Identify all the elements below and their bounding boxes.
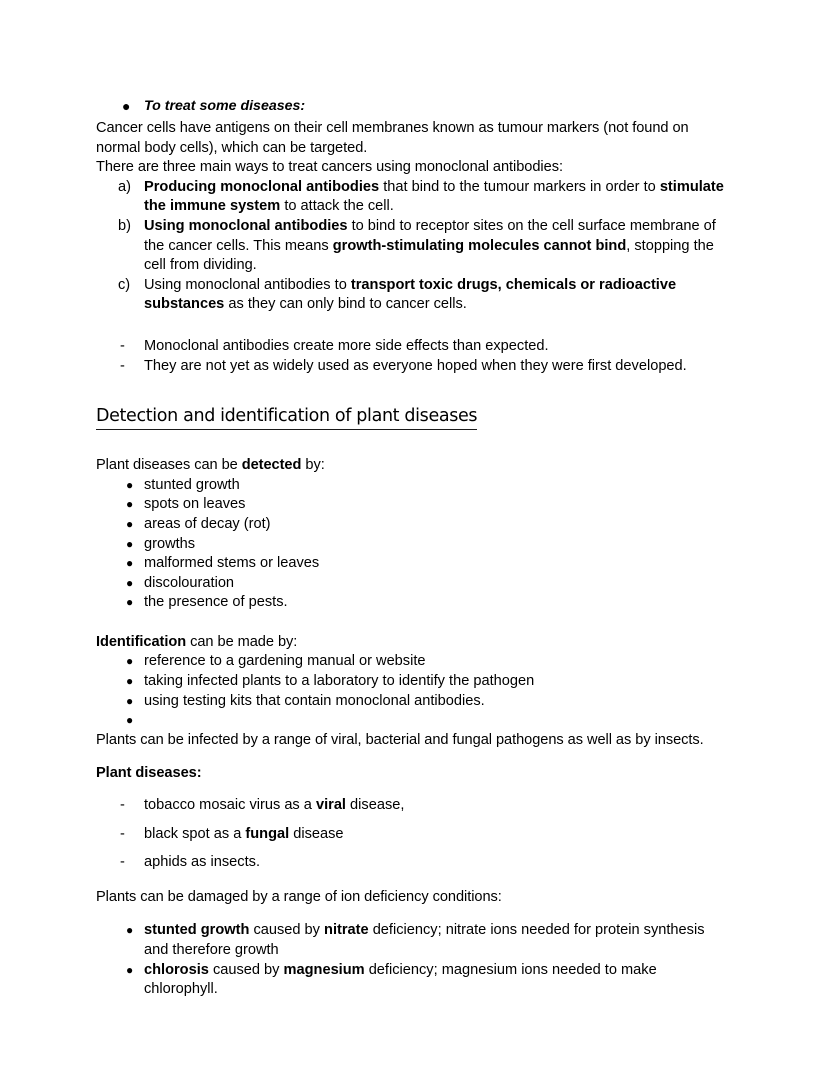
infected-paragraph: Plants can be infected by a range of viral, bacterial and fungal pathogens as well as by insects. — [96, 731, 704, 748]
ion-deficiency-intro: Plants can be damaged by a range of ion deficiency conditions: — [96, 888, 502, 905]
identification-rest: can be made by: — [186, 633, 298, 650]
disease-type-bold: viral — [315, 797, 346, 814]
drawback-text: Monoclonal antibodies create more side effects than expected. — [144, 337, 549, 354]
treatment-methods-list — [96, 178, 732, 315]
bullet-dot-icon: ● — [126, 575, 134, 590]
treatment-bold-1: Producing monoclonal antibodies — [144, 178, 380, 195]
identification-method-label: reference to a gardening manual or website — [144, 653, 426, 670]
deficiency-mid: caused by — [249, 922, 325, 939]
ion-deficiency-list — [96, 921, 732, 999]
list-item — [96, 853, 732, 873]
drawback-text: They are not yet as widely used as everyone hoped when they were first developed. — [144, 357, 687, 374]
section-heading-wrapper — [96, 404, 732, 430]
treatment-text-1: Using monoclonal antibodies to — [144, 276, 351, 293]
bullet-dot-icon: ● — [126, 962, 134, 977]
cancer-intro-paragraph: Cancer cells have antigens on their cell membranes known as tumour markers (not found on normal body cells), which can be targeted. — [96, 120, 689, 156]
bullet-dot-icon: ● — [126, 536, 134, 551]
treatment-text-1: to bind to receptor sites on the cell surface membrane of the cancer cells. This means — [144, 217, 716, 254]
deficiency-symptom-bold: chlorosis — [144, 961, 209, 978]
treatment-bold-1: Using monoclonal antibodies — [144, 217, 348, 234]
detection-sign-label: growths — [144, 535, 196, 552]
plant-diseases-subheading — [96, 764, 732, 784]
deficiency-ion-bold: magnesium — [283, 961, 365, 978]
list-item — [96, 574, 732, 594]
bullet-dot-icon: ● — [126, 713, 134, 728]
lead-bullet-label: To treat some diseases: — [144, 98, 306, 114]
treatment-text-2: , stopping the cell from dividing. — [144, 237, 714, 274]
disease-text-part1: tobacco mosaic virus as a — [144, 797, 316, 814]
list-item — [96, 593, 732, 613]
monoclonal-drawbacks-list — [96, 337, 732, 376]
document-content — [96, 97, 732, 1000]
plant-diseases-subheading-label: Plant diseases: — [96, 765, 202, 782]
deficiency-rest: deficiency; magnesium ions needed to make chlorophyll. — [144, 961, 657, 998]
bullet-dot-icon: ● — [126, 556, 134, 571]
disease-text-part2: disease, — [346, 797, 405, 814]
list-marker: c) — [118, 276, 131, 293]
treatment-text-2: as they can only bind to cancer cells. — [224, 296, 467, 313]
list-item — [96, 825, 732, 845]
dash-marker: - — [120, 797, 125, 814]
detected-intro-part2: by: — [301, 457, 325, 474]
detection-sign-label: the presence of pests. — [144, 594, 288, 611]
dash-marker: - — [120, 357, 125, 374]
list-item — [96, 692, 732, 712]
identification-bold: Identification — [96, 633, 187, 650]
list-item — [96, 796, 732, 816]
disease-type-bold: fungal — [245, 825, 290, 842]
disease-text-part2: disease — [289, 825, 344, 842]
deficiency-ion-bold: nitrate — [324, 922, 369, 939]
list-marker: b) — [118, 217, 131, 234]
detection-sign-label: stunted growth — [144, 476, 240, 493]
list-item — [96, 476, 732, 496]
list-item — [96, 337, 732, 357]
disease-text-part1: black spot as a — [144, 825, 246, 842]
bullet-dot-icon: ● — [126, 497, 134, 512]
list-marker: a) — [118, 178, 131, 195]
list-item — [96, 672, 732, 692]
bullet-dot-icon: ● — [126, 595, 134, 610]
disease-text-part1: aphids as insects. — [144, 854, 261, 871]
treatment-text-2: to attack the cell. — [280, 198, 394, 215]
list-item — [96, 495, 732, 515]
plant-diseases-list — [96, 796, 732, 873]
identification-method-label: taking infected plants to a laboratory to identify the pathogen — [144, 673, 535, 690]
identification-methods-list — [96, 652, 732, 730]
page-title: Detection and identification of plant diseases — [96, 404, 477, 430]
treatment-text-1: that bind to the tumour markers in order to — [379, 178, 660, 195]
detected-intro-paragraph — [96, 456, 732, 476]
list-item — [96, 515, 732, 535]
list-item — [96, 217, 732, 276]
treatment-bold-2: growth-stimulating molecules cannot bind — [332, 237, 627, 254]
detection-sign-label: spots on leaves — [144, 496, 246, 513]
treatment-bold-2: transport toxic drugs, chemicals or radioactive substances — [144, 276, 677, 313]
bullet-dot-icon: ● — [126, 674, 134, 689]
identification-intro-paragraph — [96, 633, 732, 653]
detection-sign-label: malformed stems or leaves — [144, 555, 320, 572]
bullet-dot-icon: ● — [126, 923, 134, 938]
list-item — [96, 652, 732, 672]
treatment-bold-2: stimulate the immune system — [144, 178, 724, 215]
dash-marker: - — [120, 825, 125, 842]
bullet-dot-icon: ● — [126, 654, 134, 669]
detection-sign-label: areas of decay (rot) — [144, 515, 271, 532]
list-item — [96, 178, 732, 217]
bullet-dot-icon: ● — [126, 693, 134, 708]
deficiency-symptom-bold: stunted growth — [144, 922, 250, 939]
list-item — [96, 554, 732, 574]
deficiency-rest: deficiency; nitrate ions needed for protein synthesis and therefore growth — [144, 922, 705, 958]
bullet-dot-icon: ● — [126, 477, 134, 492]
detected-intro-part1: Plant diseases can be — [96, 457, 242, 474]
detection-sign-label: discolouration — [144, 574, 235, 591]
treatment-ways-intro: There are three main ways to treat cancers using monoclonal antibodies: — [96, 159, 563, 176]
list-item — [96, 535, 732, 555]
list-item-empty — [96, 711, 732, 731]
dash-marker: - — [120, 337, 125, 354]
list-item — [96, 357, 732, 377]
bullet-dot-icon: ● — [122, 98, 131, 114]
deficiency-mid: caused by — [208, 961, 284, 978]
list-item — [96, 276, 732, 315]
lead-bullet-item — [96, 97, 732, 116]
detection-signs-list — [96, 476, 732, 613]
list-item — [96, 961, 732, 1000]
bullet-dot-icon: ● — [126, 516, 134, 531]
identification-method-label: using testing kits that contain monoclonal antibodies. — [144, 692, 485, 709]
dash-marker: - — [120, 854, 125, 871]
detected-bold: detected — [241, 457, 302, 474]
list-item — [96, 921, 732, 960]
